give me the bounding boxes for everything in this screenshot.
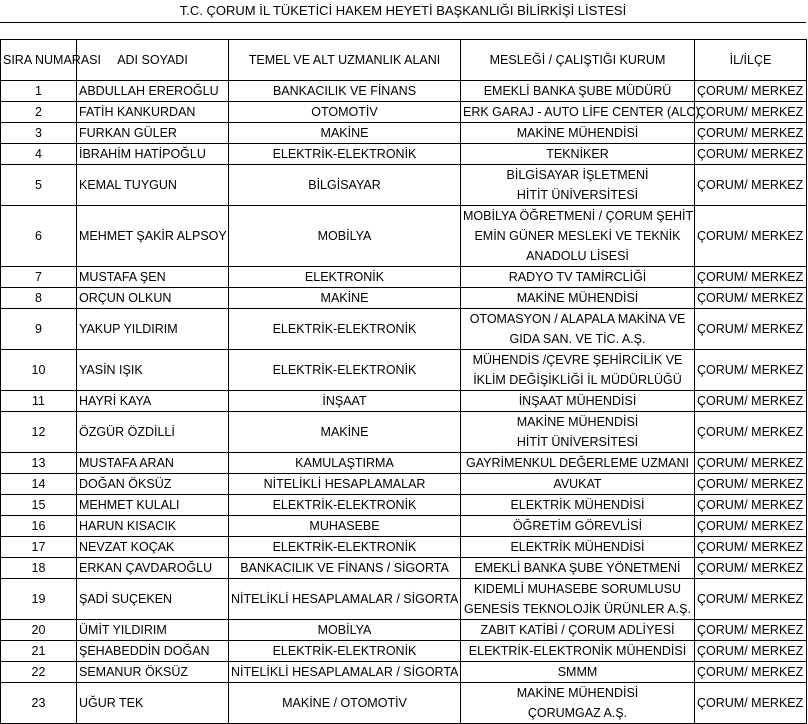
cell-il-ilce: ÇORUM/ MERKEZ (695, 620, 807, 641)
cell-il-ilce: ÇORUM/ MERKEZ (695, 579, 807, 620)
cell-ad-soyadi: ÜMİT YILDIRIM (77, 620, 229, 641)
cell-sira: 18 (1, 558, 77, 579)
table-row (1, 474, 807, 495)
cell-ad-soyadi: SEMANUR ÖKSÜZ (77, 662, 229, 683)
table-row (1, 288, 807, 309)
table-row (1, 350, 807, 391)
cell-meslek-kurum (461, 537, 695, 558)
cell-uzmanlik-alani: MUHASEBE (229, 516, 461, 537)
cell-meslek-kurum (461, 391, 695, 412)
cell-il-ilce: ÇORUM/ MERKEZ (695, 453, 807, 474)
cell-sira: 10 (1, 350, 77, 391)
meslek-line: MOBİLYA ÖĞRETMENİ / ÇORUM ŞEHİT (463, 209, 694, 223)
meslek-line: İNŞAAT MÜHENDİSİ (518, 394, 637, 408)
cell-uzmanlik-alani: ELEKTRİK-ELEKTRONİK (229, 309, 461, 350)
cell-uzmanlik-alani: ELEKTRİK-ELEKTRONİK (229, 537, 461, 558)
table-row (1, 412, 807, 453)
table-row (1, 620, 807, 641)
meslek-line: ELEKTRİK-ELEKTRONİK MÜHENDİSİ (468, 644, 687, 658)
table-row (1, 558, 807, 579)
cell-meslek-kurum (461, 579, 695, 620)
cell-ad-soyadi: MUSTAFA ARAN (77, 453, 229, 474)
table-row (1, 123, 807, 144)
cell-uzmanlik-alani: MAKİNE (229, 412, 461, 453)
meslek-line: ELEKTRİK MÜHENDİSİ (510, 540, 645, 554)
cell-ad-soyadi: FURKAN GÜLER (77, 123, 229, 144)
cell-meslek-kurum (461, 102, 700, 123)
meslek-line: SMMM (557, 665, 598, 679)
cell-meslek-kurum (461, 620, 695, 641)
meslek-line: ÖĞRETİM GÖREVLİSİ (512, 519, 643, 533)
cell-sira: 4 (1, 144, 77, 165)
cell-meslek-kurum (461, 641, 695, 662)
meslek-line: ERK GARAJ - AUTO LİFE CENTER (ALC) (463, 105, 700, 119)
cell-meslek-kurum (461, 558, 695, 579)
cell-meslek-kurum (461, 453, 695, 474)
cell-uzmanlik-alani: MAKİNE / OTOMOTİV (229, 683, 461, 724)
header-il-ilce: İL/İLÇE (695, 40, 807, 81)
table-row (1, 102, 807, 123)
meslek-line: MAKİNE MÜHENDİSİ (516, 686, 639, 700)
cell-uzmanlik-alani: NİTELİKLİ HESAPLAMALAR / SİGORTA (229, 662, 461, 683)
cell-uzmanlik-alani: BANKACILIK VE FİNANS / SİGORTA (229, 558, 461, 579)
header-meslek-kurum: MESLEĞİ / ÇALIŞTIĞI KURUM (461, 40, 695, 81)
cell-ad-soyadi: DOĞAN ÖKSÜZ (77, 474, 229, 495)
cell-il-ilce: ÇORUM/ MERKEZ (695, 537, 807, 558)
table-row (1, 453, 807, 474)
meslek-line: MAKİNE MÜHENDİSİ (516, 415, 639, 429)
table-row (1, 309, 807, 350)
meslek-line: ZABIT KATİBİ / ÇORUM ADLİYESİ (480, 623, 675, 637)
cell-ad-soyadi: NEVZAT KOÇAK (77, 537, 229, 558)
cell-uzmanlik-alani: ELEKTRİK-ELEKTRONİK (229, 350, 461, 391)
header-sira: SIRA NUMARASI (1, 40, 77, 81)
meslek-line: ÇORUMGAZ A.Ş. (527, 706, 628, 720)
cell-meslek-kurum (461, 123, 695, 144)
title-spacer (0, 22, 806, 39)
cell-il-ilce: ÇORUM/ MERKEZ (695, 102, 807, 123)
meslek-line: EMİN GÜNER MESLEKİ VE TEKNİK (474, 229, 681, 243)
table-header-row (1, 40, 807, 81)
meslek-line: MAKİNE MÜHENDİSİ (516, 126, 639, 140)
cell-ad-soyadi: ERKAN ÇAVDAROĞLU (77, 558, 229, 579)
cell-sira: 7 (1, 267, 77, 288)
table-row (1, 516, 807, 537)
table-row (1, 165, 807, 206)
cell-ad-soyadi: YAKUP YILDIRIM (77, 309, 229, 350)
meslek-line: EMEKLİ BANKA ŞUBE YÖNETMENİ (474, 561, 681, 575)
cell-uzmanlik-alani: ELEKTRONİK (229, 267, 461, 288)
cell-meslek-kurum (461, 662, 695, 683)
cell-il-ilce: ÇORUM/ MERKEZ (695, 391, 807, 412)
cell-sira: 23 (1, 683, 77, 724)
cell-uzmanlik-alani: BANKACILIK VE FİNANS (229, 81, 461, 102)
cell-meslek-kurum (461, 206, 695, 267)
cell-uzmanlik-alani: NİTELİKLİ HESAPLAMALAR / SİGORTA (229, 579, 461, 620)
cell-il-ilce: ÇORUM/ MERKEZ (695, 412, 807, 453)
cell-il-ilce: ÇORUM/ MERKEZ (695, 144, 807, 165)
cell-il-ilce: ÇORUM/ MERKEZ (695, 516, 807, 537)
meslek-line: OTOMASYON / ALAPALA MAKİNA VE (469, 312, 686, 326)
cell-il-ilce: ÇORUM/ MERKEZ (695, 641, 807, 662)
cell-sira: 5 (1, 165, 77, 206)
cell-meslek-kurum (461, 516, 695, 537)
table-row (1, 683, 807, 724)
cell-meslek-kurum (461, 144, 695, 165)
table-row (1, 662, 807, 683)
cell-il-ilce: ÇORUM/ MERKEZ (695, 474, 807, 495)
cell-ad-soyadi: MUSTAFA ŞEN (77, 267, 229, 288)
cell-sira: 3 (1, 123, 77, 144)
cell-ad-soyadi: ORÇUN OLKUN (77, 288, 229, 309)
cell-ad-soyadi: ŞADİ SUÇEKEN (77, 579, 229, 620)
meslek-line: İKLİM DEĞİŞİKLİĞİ İL MÜDÜRLÜĞÜ (473, 373, 682, 387)
meslek-line: ELEKTRİK MÜHENDİSİ (510, 498, 645, 512)
cell-sira: 15 (1, 495, 77, 516)
table-row (1, 641, 807, 662)
table-row (1, 495, 807, 516)
cell-uzmanlik-alani: MOBİLYA (229, 206, 461, 267)
cell-uzmanlik-alani: MAKİNE (229, 288, 461, 309)
meslek-line: BİLGİSAYAR İŞLETMENİ (506, 168, 649, 182)
cell-ad-soyadi: HARUN KISACIK (77, 516, 229, 537)
cell-il-ilce: ÇORUM/ MERKEZ (695, 350, 807, 391)
cell-sira: 8 (1, 288, 77, 309)
cell-sira: 2 (1, 102, 77, 123)
cell-meslek-kurum (461, 495, 695, 516)
table-row (1, 206, 807, 267)
meslek-line: KIDEMLİ MUHASEBE SORUMLUSU (474, 582, 681, 596)
cell-ad-soyadi: ÖZGÜR ÖZDİLLİ (77, 412, 229, 453)
meslek-line: GAYRİMENKUL DEĞERLEME UZMANI (466, 456, 689, 470)
cell-sira: 12 (1, 412, 77, 453)
meslek-line: GENESİS TEKNOLOJİK ÜRÜNLER A.Ş. (464, 602, 691, 616)
meslek-line: TEKNİKER (546, 147, 609, 161)
table-row (1, 144, 807, 165)
table-row (1, 579, 807, 620)
cell-uzmanlik-alani: KAMULAŞTIRMA (229, 453, 461, 474)
cell-ad-soyadi: MEHMET ŞAKİR ALPSOY (77, 206, 229, 267)
cell-meslek-kurum (461, 288, 695, 309)
cell-sira: 17 (1, 537, 77, 558)
meslek-line: MÜHENDİS /ÇEVRE ŞEHİRCİLİK VE (472, 353, 683, 367)
table-row (1, 391, 807, 412)
cell-sira: 9 (1, 309, 77, 350)
table-row (1, 537, 807, 558)
cell-meslek-kurum (461, 81, 695, 102)
cell-ad-soyadi: UĞUR TEK (77, 683, 229, 724)
cell-il-ilce: ÇORUM/ MERKEZ (695, 683, 807, 724)
cell-meslek-kurum (461, 474, 695, 495)
cell-uzmanlik-alani: İNŞAAT (229, 391, 461, 412)
cell-il-ilce: ÇORUM/ MERKEZ (695, 123, 807, 144)
cell-sira: 20 (1, 620, 77, 641)
cell-uzmanlik-alani: ELEKTRİK-ELEKTRONİK (229, 495, 461, 516)
cell-il-ilce: ÇORUM/ MERKEZ (695, 165, 807, 206)
cell-sira: 16 (1, 516, 77, 537)
cell-sira: 1 (1, 81, 77, 102)
cell-ad-soyadi: FATİH KANKURDAN (77, 102, 229, 123)
meslek-line: GIDA SAN. VE TİC. A.Ş. (509, 332, 646, 346)
cell-ad-soyadi: MEHMET KULALI (77, 495, 229, 516)
cell-sira: 11 (1, 391, 77, 412)
cell-sira: 13 (1, 453, 77, 474)
cell-ad-soyadi: ABDULLAH EREROĞLU (77, 81, 229, 102)
cell-ad-soyadi: HAYRİ KAYA (77, 391, 229, 412)
table-row (1, 81, 807, 102)
meslek-line: EMEKLİ BANKA ŞUBE MÜDÜRÜ (483, 84, 672, 98)
meslek-line: MAKİNE MÜHENDİSİ (516, 291, 639, 305)
meslek-line: AVUKAT (553, 477, 602, 491)
cell-il-ilce: ÇORUM/ MERKEZ (695, 495, 807, 516)
cell-sira: 21 (1, 641, 77, 662)
cell-il-ilce: ÇORUM/ MERKEZ (695, 288, 807, 309)
meslek-line: ANADOLU LİSESİ (526, 249, 629, 263)
cell-meslek-kurum (461, 412, 695, 453)
cell-ad-soyadi: KEMAL TUYGUN (77, 165, 229, 206)
cell-il-ilce: ÇORUM/ MERKEZ (695, 206, 807, 267)
document-title: T.C. ÇORUM İL TÜKETİCİ HAKEM HEYETİ BAŞKANLIĞI BİLİRKİŞİ LİSTESİ (0, 0, 806, 23)
cell-uzmanlik-alani: BİLGİSAYAR (229, 165, 461, 206)
cell-uzmanlik-alani: OTOMOTİV (229, 102, 461, 123)
cell-il-ilce: ÇORUM/ MERKEZ (695, 558, 807, 579)
cell-meslek-kurum (461, 309, 695, 350)
cell-il-ilce: ÇORUM/ MERKEZ (695, 309, 807, 350)
cell-sira: 22 (1, 662, 77, 683)
header-uzmanlik-alani: TEMEL VE ALT UZMANLIK ALANI (229, 40, 461, 81)
cell-ad-soyadi: ŞEHABEDDİN DOĞAN (77, 641, 229, 662)
cell-meslek-kurum (461, 267, 695, 288)
cell-sira: 19 (1, 579, 77, 620)
cell-uzmanlik-alani: ELEKTRİK-ELEKTRONİK (229, 641, 461, 662)
cell-il-ilce: ÇORUM/ MERKEZ (695, 267, 807, 288)
cell-ad-soyadi: YASİN IŞIK (77, 350, 229, 391)
table-row (1, 267, 807, 288)
meslek-line: HİTİT ÜNİVERSİTESİ (516, 435, 639, 449)
cell-uzmanlik-alani: ELEKTRİK-ELEKTRONİK (229, 144, 461, 165)
cell-ad-soyadi: İBRAHİM HATİPOĞLU (77, 144, 229, 165)
cell-il-ilce: ÇORUM/ MERKEZ (695, 81, 807, 102)
cell-meslek-kurum (461, 683, 695, 724)
cell-uzmanlik-alani: MAKİNE (229, 123, 461, 144)
cell-sira: 14 (1, 474, 77, 495)
cell-sira: 6 (1, 206, 77, 267)
header-ad-soyadi: ADI SOYADI (77, 40, 229, 81)
expert-list-table (0, 39, 807, 724)
meslek-line: HİTİT ÜNİVERSİTESİ (516, 188, 639, 202)
cell-meslek-kurum (461, 165, 695, 206)
cell-meslek-kurum (461, 350, 695, 391)
meslek-line: RADYO TV TAMİRCLİĞİ (508, 270, 647, 284)
cell-uzmanlik-alani: NİTELİKLİ HESAPLAMALAR (229, 474, 461, 495)
cell-uzmanlik-alani: MOBİLYA (229, 620, 461, 641)
cell-il-ilce: ÇORUM/ MERKEZ (695, 662, 807, 683)
